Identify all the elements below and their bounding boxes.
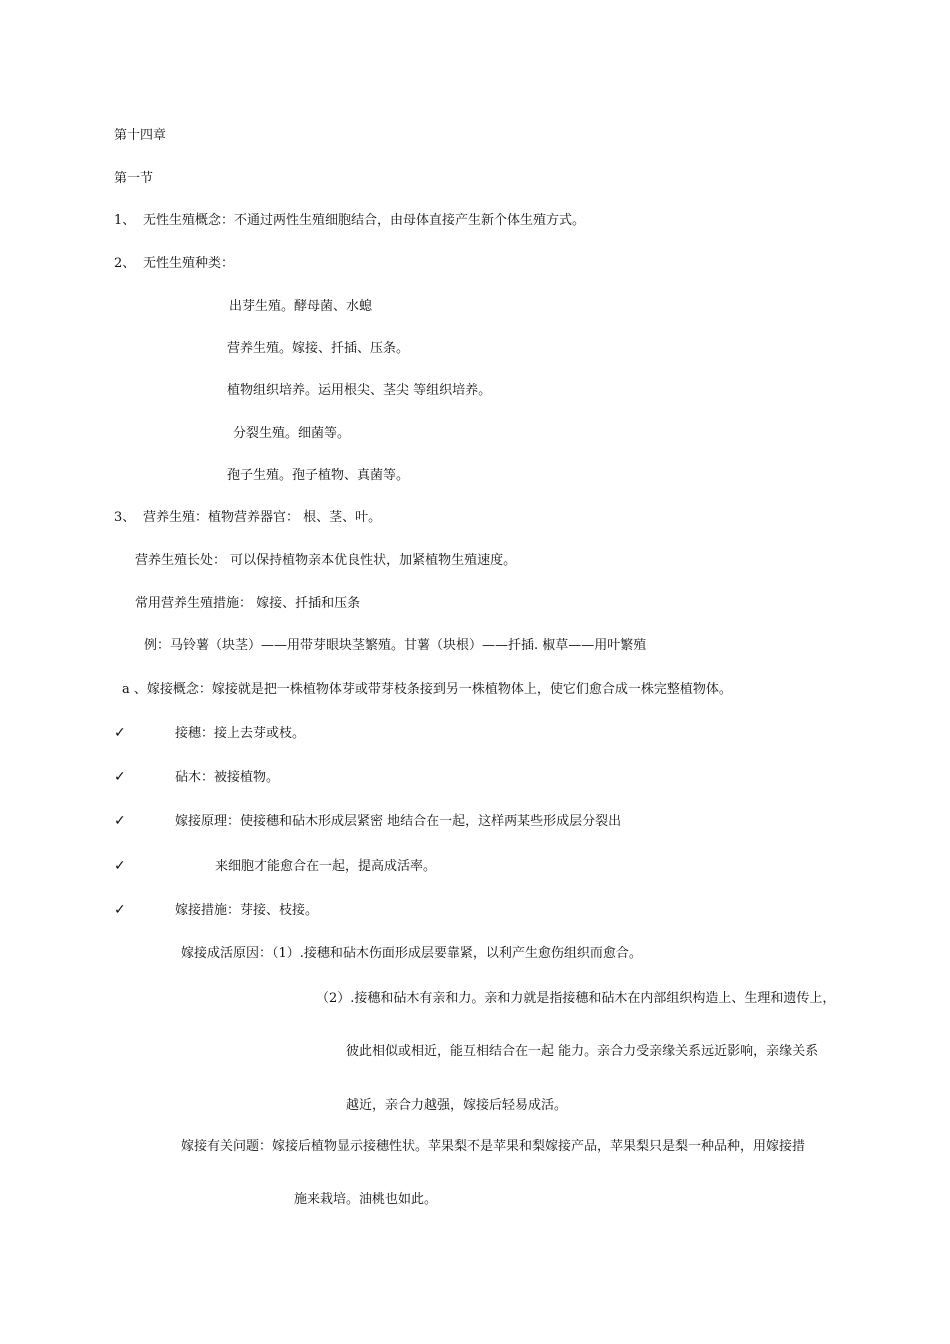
item-number: 2、 bbox=[114, 256, 136, 271]
vegetative-example: 例：马铃薯（块茎）——用带芽眼块茎繁殖。甘薯（块根）——扦插. 椒草——用叶繁殖 bbox=[144, 638, 647, 653]
checklist-item: 接穗：接上去芽或枝。 bbox=[175, 726, 306, 741]
check-icon: ✓ bbox=[114, 725, 126, 741]
check-icon: ✓ bbox=[114, 902, 126, 918]
checklist-item: 嫁接措施：芽接、枝接。 bbox=[175, 903, 319, 918]
type-list-item: 孢子生殖。孢子植物、真菌等。 bbox=[227, 468, 410, 483]
vegetative-organs: 营养生殖：植物营养器官： 根、茎、叶。 bbox=[143, 510, 382, 525]
type-list-item: 植物组织培养。运用根尖、茎尖 等组织培养。 bbox=[227, 383, 492, 398]
vegetative-methods: 常用营养生殖措施： 嫁接、扦插和压条 bbox=[135, 596, 361, 611]
checklist-item: 砧木：被接植物。 bbox=[175, 770, 280, 785]
asexual-types-heading: 无性生殖种类： bbox=[143, 256, 235, 271]
grafting-issues-cont: 施来栽培。油桃也如此。 bbox=[294, 1192, 438, 1207]
item-number: 1、 bbox=[114, 213, 136, 228]
grafting-concept: a 、嫁接概念：嫁接就是把一株植物体芽或带芽枝条接到另一株植物体上，使它们愈合成一株完整植物体。 bbox=[122, 682, 732, 697]
check-icon: ✓ bbox=[114, 769, 126, 785]
section-title: 第一节 bbox=[114, 171, 154, 186]
asexual-reproduction-definition: 无性生殖概念：不通过两性生殖细胞结合，由母体直接产生新个体生殖方式。 bbox=[143, 213, 586, 228]
chapter-title: 第十四章 bbox=[114, 128, 167, 143]
type-list-item: 营养生殖。嫁接、扦插、压条。 bbox=[227, 341, 410, 356]
check-icon: ✓ bbox=[114, 813, 126, 829]
check-icon: ✓ bbox=[114, 858, 126, 874]
vegetative-advantage: 营养生殖长处： 可以保持植物亲本优良性状，加紧植物生殖速度。 bbox=[135, 553, 517, 568]
survival-reason-2: （2）.接穗和砧木有亲和力。亲和力就是指接穗和砧木在内部组织构造上、生理和遗传上， bbox=[316, 991, 836, 1006]
survival-reason-2-cont: 越近，亲合力越强，嫁接后轻易成活。 bbox=[346, 1098, 568, 1113]
grafting-issues: 嫁接有关问题：嫁接后植物显示接穗性状。苹果梨不是苹果和梨嫁接产品，苹果梨只是梨一种品种，用嫁接措 bbox=[181, 1139, 806, 1154]
checklist-item: 嫁接原理：使接穗和砧木形成层紧密 地结合在一起，这样两某些形成层分裂出 bbox=[175, 814, 622, 829]
type-list-item: 出芽生殖。酵母菌、水螅 bbox=[229, 299, 373, 314]
item-number: 3、 bbox=[114, 510, 136, 525]
survival-reason-1: 嫁接成活原因：（1）.接穗和砧木伤面形成层要靠紧，以利产生愈伤组织而愈合。 bbox=[181, 946, 642, 961]
survival-reason-2-cont: 彼此相似或相近，能互相结合在一起 能力。亲合力受亲缘关系远近影响，亲缘关系 bbox=[346, 1044, 819, 1059]
checklist-item: 来细胞才能愈合在一起，提高成活率。 bbox=[215, 859, 437, 874]
type-list-item: 分裂生殖。细菌等。 bbox=[233, 426, 351, 441]
